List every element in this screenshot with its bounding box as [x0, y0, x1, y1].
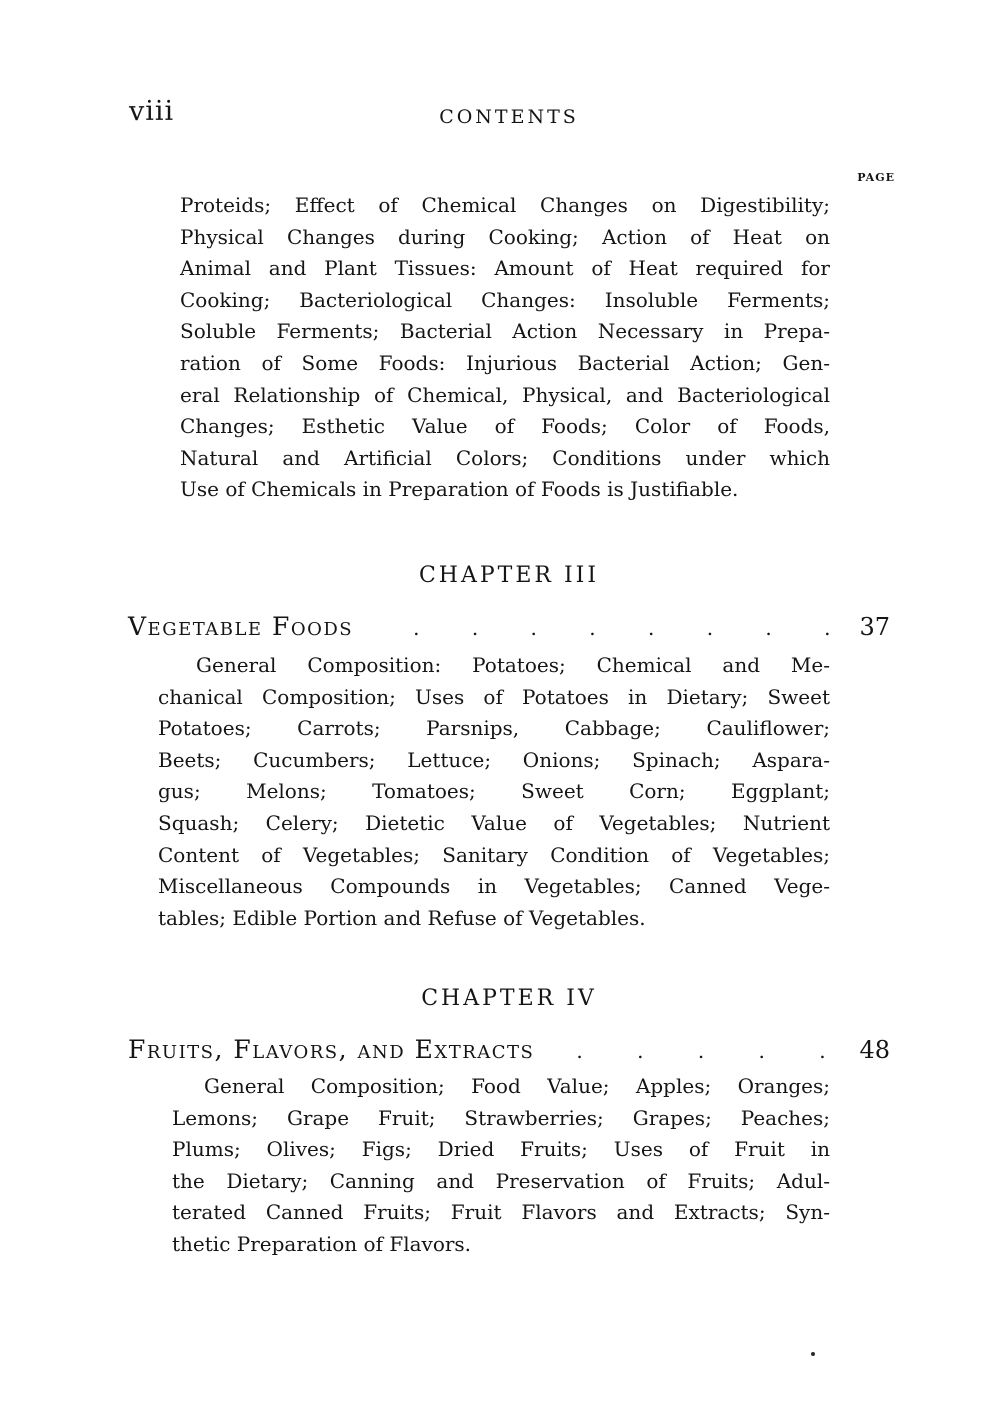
- text-line: Potatoes; Carrots; Parsnips, Cabbage; Cauliflower;: [158, 716, 830, 741]
- folio-number: viii: [129, 96, 175, 127]
- text-line: General Composition; Food Value; Apples; Oranges;: [204, 1074, 830, 1098]
- text-line: Plums; Olives; Figs; Dried Fruits; Uses of Fruit in: [172, 1137, 830, 1162]
- text-line: Soluble Ferments; Bacterial Action Necessary in Prepa-: [180, 319, 830, 344]
- running-head: CONTENTS: [439, 106, 579, 128]
- text-line: Squash; Celery; Dietetic Value of Vegetables; Nutrient: [158, 810, 830, 835]
- text-line: ration of Some Foods: Injurious Bacterial Action; Gen-: [180, 350, 830, 375]
- text-line: Use of Chemicals in Preparation of Foods is Justifiable.: [180, 477, 739, 502]
- chapter3-heading: CHAPTER III: [418, 563, 600, 588]
- page-column-label: PAGE: [857, 171, 895, 184]
- chapter2-continuation-paragraph: [180, 190, 830, 506]
- text-line: eral Relationship of Chemical, Physical, and Bacteriological: [180, 382, 830, 407]
- text-line: General Composition: Potatoes; Chemical and Me-: [196, 653, 830, 677]
- chapter3-title: Vegetable Foods: [128, 612, 354, 641]
- text-line: Natural and Artificial Colors; Conditions under which: [180, 445, 830, 470]
- chapter4-leader-dots: . . . . .: [576, 1039, 826, 1063]
- text-line: the Dietary; Canning and Preservation of Fruits; Adul-: [172, 1168, 830, 1193]
- chapter4-page-number: 48: [859, 1036, 890, 1064]
- text-line: Cooking; Bacteriological Changes: Insoluble Ferments;: [180, 287, 830, 312]
- chapter4-title: Fruits, Flavors, and Extracts: [128, 1035, 535, 1064]
- text-line: Proteids; Effect of Chemical Changes on Digestibility;: [180, 193, 830, 217]
- chapter3-toc-entry: [128, 612, 890, 641]
- text-line: Miscellaneous Compounds in Vegetables; Canned Vege-: [158, 874, 830, 899]
- text-line: thetic Preparation of Flavors.: [172, 1231, 472, 1256]
- chapter4-toc-entry: [128, 1035, 890, 1064]
- text-line: Beets; Cucumbers; Lettuce; Onions; Spinach; Aspara-: [158, 747, 830, 772]
- text-line: Content of Vegetables; Sanitary Condition of Vegetables;: [158, 842, 830, 867]
- text-line: Physical Changes during Cooking; Action of Heat on: [180, 224, 830, 249]
- chapter3-leader-dots: . . . . . . . .: [413, 616, 831, 640]
- chapter3-topics-paragraph: [158, 650, 830, 934]
- text-line: Changes; Esthetic Value of Foods; Color of Foods,: [180, 414, 830, 439]
- chapter4-topics-paragraph: [172, 1071, 830, 1261]
- text-line: chanical Composition; Uses of Potatoes in Dietary; Sweet: [158, 684, 830, 709]
- text-line: Animal and Plant Tissues: Amount of Heat required for: [180, 256, 830, 281]
- chapter3-page-number: 37: [859, 613, 890, 641]
- ink-speck: [811, 1352, 815, 1356]
- text-line: terated Canned Fruits; Fruit Flavors and Extracts; Syn-: [172, 1200, 830, 1225]
- text-line: gus; Melons; Tomatoes; Sweet Corn; Eggplant;: [158, 779, 830, 804]
- text-line: Lemons; Grape Fruit; Strawberries; Grapes; Peaches;: [172, 1105, 830, 1130]
- chapter4-heading: CHAPTER IV: [421, 986, 597, 1011]
- text-line: tables; Edible Portion and Refuse of Vegetables.: [158, 905, 646, 930]
